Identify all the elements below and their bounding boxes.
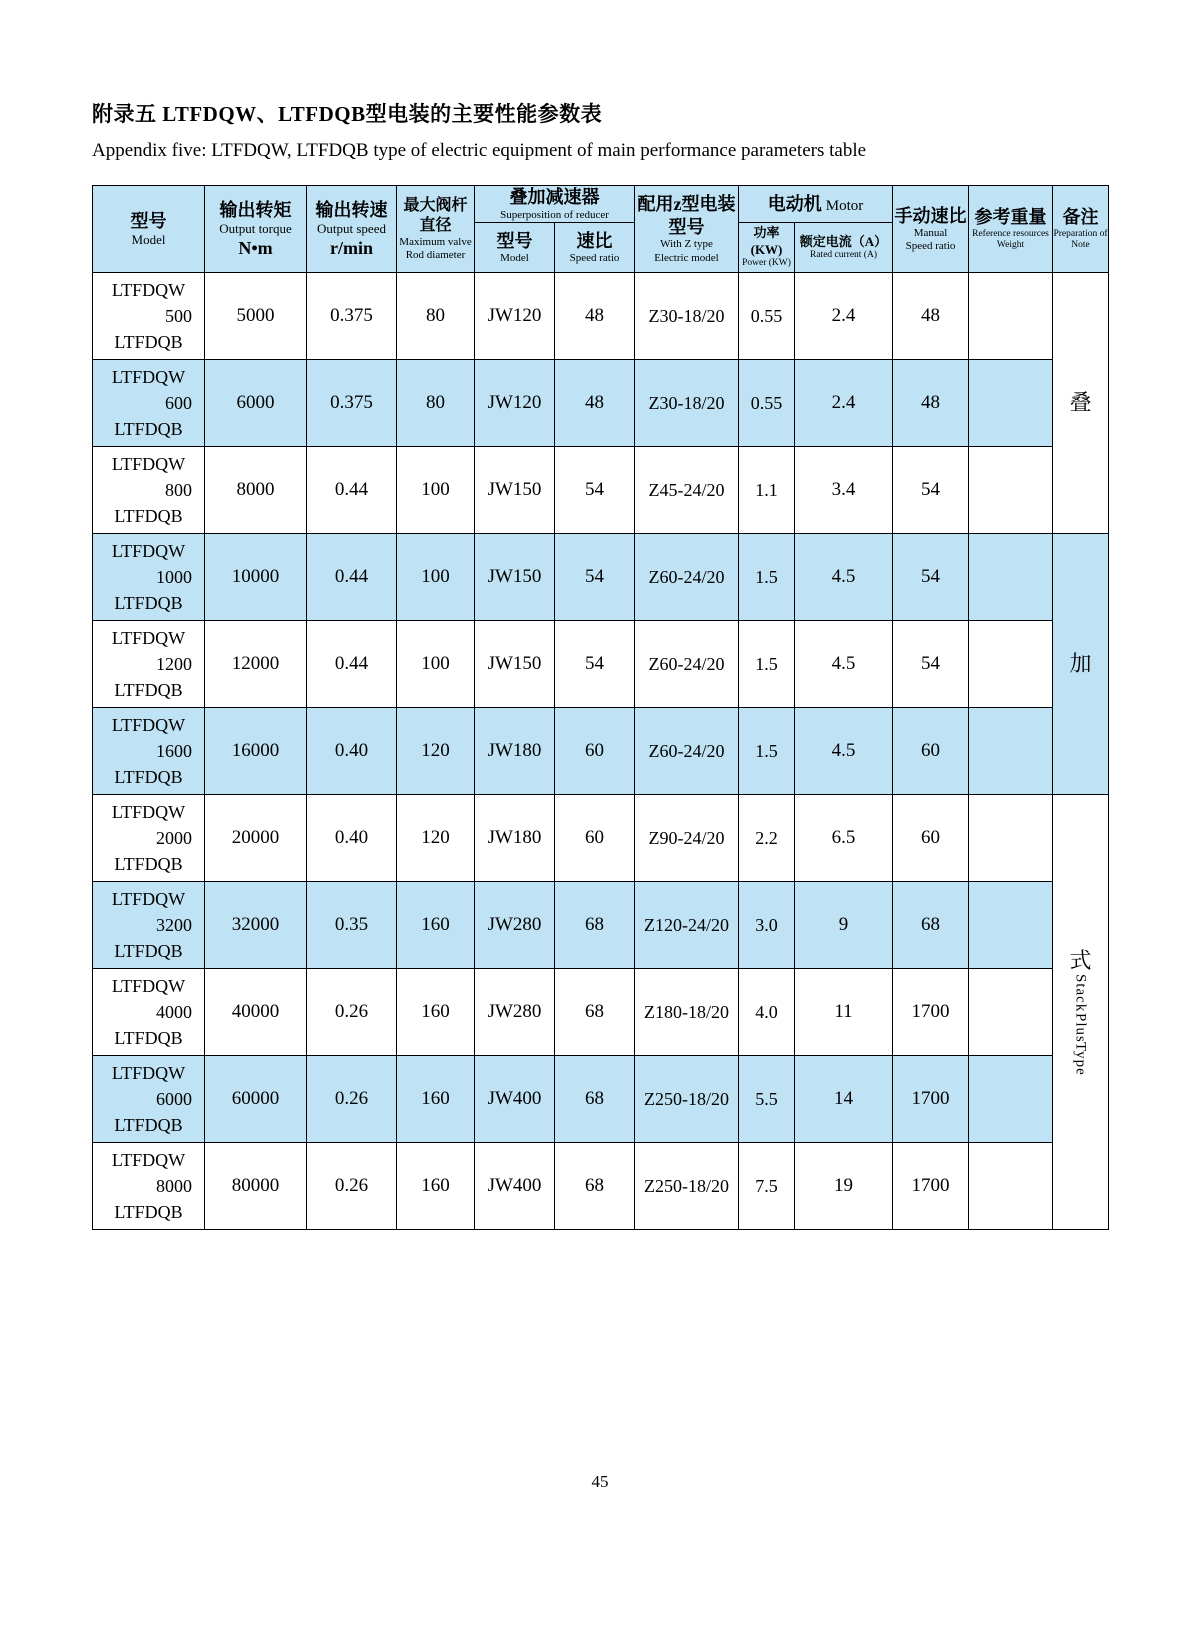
cell-reducer-model: JW180 [475,795,555,882]
cell-reducer-ratio: 68 [555,882,635,969]
cell-power: 7.5 [739,1143,795,1230]
header-model-en: Model [131,232,166,248]
cell-output-torque: 20000 [205,795,307,882]
table-row [93,795,1109,882]
cell-current: 4.5 [795,708,893,795]
header-current-en: Rated current (A) [810,249,877,260]
header-max-valve-rod-en2: Rod diameter [405,249,466,261]
cell-model [93,273,205,360]
model-bottom: LTFDQB [114,1202,183,1223]
cell-reducer-ratio: 54 [555,534,635,621]
model-number: 800 [165,479,192,500]
header-max-valve-rod-en1: Maximum valve [399,235,472,248]
cell-reducer-ratio: 54 [555,621,635,708]
cell-reducer-model: JW280 [475,969,555,1056]
cell-manual-ratio: 1700 [893,1143,969,1230]
cell-rod-diameter: 160 [397,882,475,969]
table-row [93,534,1109,621]
cell-output-torque: 8000 [205,447,307,534]
cell-output-torque: 16000 [205,708,307,795]
cell-note-plus-cn [1053,534,1109,795]
table-row [93,273,1109,360]
cell-reducer-ratio: 48 [555,273,635,360]
header-max-valve-rod-cn: 最大阀杆直径 [403,196,468,234]
cell-current: 19 [795,1143,893,1230]
model-bottom: LTFDQB [114,1115,183,1136]
cell-weight [969,969,1053,1056]
page-number: 45 [591,1472,609,1491]
cell-output-speed: 0.375 [307,360,397,447]
header-reducer-group [475,186,635,223]
header-reducer-model [475,222,555,272]
cell-power: 1.5 [739,621,795,708]
cell-weight [969,534,1053,621]
cell-model [93,969,205,1056]
model-number: 1600 [156,740,192,761]
cell-weight [969,882,1053,969]
cell-rod-diameter: 100 [397,447,475,534]
model-number: 3200 [156,914,192,935]
model-number: 1000 [156,566,192,587]
cell-current: 4.5 [795,534,893,621]
header-note [1053,186,1109,273]
header-reference-weight [969,186,1053,273]
model-number: 4000 [156,1001,192,1022]
cell-power: 0.55 [739,273,795,360]
cell-weight [969,447,1053,534]
cell-weight [969,708,1053,795]
cell-rod-diameter: 120 [397,708,475,795]
header-power-cn: 功率(KW) [750,225,783,257]
note-char-1: 叠 [1069,389,1092,415]
model-bottom: LTFDQB [114,941,183,962]
header-model [93,186,205,273]
cell-z-model: Z60-24/20 [635,621,739,708]
model-bottom: LTFDQB [114,854,183,875]
model-number: 600 [165,392,192,413]
note-stack [1053,948,1108,1076]
cell-z-model: Z180-18/20 [635,969,739,1056]
cell-output-speed: 0.40 [307,795,397,882]
cell-rod-diameter: 100 [397,621,475,708]
model-top: LTFDQW [111,975,186,996]
cell-output-speed: 0.26 [307,1056,397,1143]
cell-output-torque: 60000 [205,1056,307,1143]
header-note-cn: 备注 [1062,207,1099,228]
cell-weight [969,360,1053,447]
cell-rod-diameter: 160 [397,1143,475,1230]
cell-rod-diameter: 80 [397,360,475,447]
cell-manual-ratio: 54 [893,447,969,534]
model-number: 2000 [156,827,192,848]
header-current-cn: 额定电流（A） [799,233,888,249]
model-top: LTFDQW [111,1062,186,1083]
cell-power: 4.0 [739,969,795,1056]
cell-reducer-model: JW150 [475,447,555,534]
note-word-3: Type [1072,1042,1089,1077]
header-manual-cn: 手动速比 [894,205,967,226]
header-weight-cn: 参考重量 [974,207,1047,228]
cell-power: 1.5 [739,534,795,621]
header-z-type-cn: 配用z型电装型号 [637,194,736,237]
header-z-type-en2: Electric model [654,251,719,264]
cell-z-model: Z120-24/20 [635,882,739,969]
note-word-1: Stack [1072,974,1089,1013]
cell-manual-ratio: 60 [893,708,969,795]
model-top: LTFDQW [111,279,186,300]
cell-reducer-model: JW400 [475,1143,555,1230]
cell-model [93,795,205,882]
model-bottom: LTFDQB [114,332,183,353]
table-body [93,273,1109,1230]
cell-output-torque: 40000 [205,969,307,1056]
cell-output-torque: 6000 [205,360,307,447]
cell-z-model: Z45-24/20 [635,447,739,534]
cell-reducer-ratio: 48 [555,360,635,447]
header-note-en: Preparation of Note [1053,228,1108,251]
header-output-torque [205,186,307,273]
cell-reducer-model: JW120 [475,273,555,360]
cell-power: 1.5 [739,708,795,795]
cell-output-speed: 0.44 [307,447,397,534]
cell-note-stack-cn [1053,273,1109,534]
page-title-cn: 附录五 LTFDQW、LTFDQB型电装的主要性能参数表 [92,102,603,126]
cell-reducer-model: JW150 [475,534,555,621]
model-number: 8000 [156,1175,192,1196]
cell-z-model: Z60-24/20 [635,708,739,795]
model-top: LTFDQW [111,453,186,474]
header-reducer-model-cn: 型号 [496,230,533,251]
cell-manual-ratio: 48 [893,273,969,360]
model-bottom: LTFDQB [114,680,183,701]
cell-z-model: Z60-24/20 [635,534,739,621]
cell-output-speed: 0.44 [307,534,397,621]
cell-model [93,534,205,621]
table-row [93,360,1109,447]
cell-model [93,621,205,708]
model-number: 500 [165,305,192,326]
cell-output-speed: 0.35 [307,882,397,969]
cell-output-speed: 0.26 [307,969,397,1056]
cell-model [93,447,205,534]
cell-model [93,882,205,969]
cell-z-model: Z30-18/20 [635,360,739,447]
cell-weight [969,1143,1053,1230]
model-top: LTFDQW [111,888,186,909]
note-char-2: 加 [1069,650,1092,676]
cell-reducer-model: JW150 [475,621,555,708]
cell-output-torque: 32000 [205,882,307,969]
header-reducer-group-en: Superposition of reducer [500,208,609,221]
cell-current: 2.4 [795,360,893,447]
table-header [93,186,1109,273]
model-top: LTFDQW [111,627,186,648]
cell-weight [969,273,1053,360]
header-motor-en: Motor [825,197,864,214]
model-top: LTFDQW [111,540,186,561]
cell-current: 11 [795,969,893,1056]
table-row [93,447,1109,534]
cell-manual-ratio: 48 [893,360,969,447]
model-bottom: LTFDQB [114,419,183,440]
header-motor-group [739,186,893,223]
header-output-torque-en: Output torque [219,221,292,237]
cell-reducer-model: JW120 [475,360,555,447]
note-word-2: Plus [1072,1012,1089,1043]
header-z-type-en1: With Z type [660,238,713,251]
cell-z-model: Z250-18/20 [635,1056,739,1143]
cell-model [93,360,205,447]
cell-power: 0.55 [739,360,795,447]
model-number: 6000 [156,1088,192,1109]
cell-current: 3.4 [795,447,893,534]
cell-reducer-ratio: 60 [555,795,635,882]
cell-rod-diameter: 100 [397,534,475,621]
cell-reducer-ratio: 54 [555,447,635,534]
cell-rod-diameter: 120 [397,795,475,882]
cell-manual-ratio: 1700 [893,1056,969,1143]
cell-manual-ratio: 68 [893,882,969,969]
header-output-speed-cn: 输出转速 [315,199,388,220]
header-motor-power [739,222,795,272]
cell-reducer-ratio: 68 [555,969,635,1056]
header-reducer-model-en: Model [500,252,529,265]
header-reducer-group-cn: 叠加减速器 [509,187,600,208]
header-manual-en2: Speed ratio [905,240,956,253]
model-top: LTFDQW [111,801,186,822]
cell-current: 2.4 [795,273,893,360]
cell-z-model: Z90-24/20 [635,795,739,882]
header-motor-cn: 电动机 [767,193,822,214]
performance-parameters-table [92,185,1109,1230]
cell-rod-diameter: 160 [397,1056,475,1143]
cell-output-torque: 12000 [205,621,307,708]
cell-manual-ratio: 60 [893,795,969,882]
cell-note-type [1053,795,1109,1230]
cell-power: 5.5 [739,1056,795,1143]
header-reducer-ratio-en: Speed ratio [569,252,620,265]
table-row [93,621,1109,708]
header-z-type-model [635,186,739,273]
cell-weight [969,621,1053,708]
header-output-torque-cn: 输出转矩 [219,199,292,220]
header-output-torque-unit: N•m [238,237,273,258]
table-row [93,969,1109,1056]
header-reducer-ratio-cn: 速比 [576,230,613,251]
header-output-speed-unit: r/min [330,237,373,258]
header-manual-speed-ratio [893,186,969,273]
table-row [93,1143,1109,1230]
header-model-cn: 型号 [130,210,167,231]
cell-model [93,1056,205,1143]
cell-output-torque: 10000 [205,534,307,621]
cell-reducer-model: JW180 [475,708,555,795]
cell-manual-ratio: 54 [893,621,969,708]
cell-output-speed: 0.375 [307,273,397,360]
header-motor-current [795,222,893,272]
header-reducer-ratio [555,222,635,272]
model-number: 1200 [156,653,192,674]
cell-model [93,708,205,795]
model-bottom: LTFDQB [114,506,183,527]
page-title-en: Appendix five: LTFDQW, LTFDQB type of electric equipment of main performance parameters table [92,140,867,161]
note-char-3: 式 [1069,947,1092,973]
cell-model [93,1143,205,1230]
header-power-en: Power (KW) [742,257,791,268]
header-max-valve-rod-diameter [397,186,475,273]
cell-reducer-ratio: 68 [555,1056,635,1143]
cell-reducer-ratio: 68 [555,1143,635,1230]
cell-reducer-model: JW400 [475,1056,555,1143]
cell-rod-diameter: 160 [397,969,475,1056]
model-top: LTFDQW [111,1149,186,1170]
table-row [93,1056,1109,1143]
cell-z-model: Z250-18/20 [635,1143,739,1230]
cell-z-model: Z30-18/20 [635,273,739,360]
cell-power: 1.1 [739,447,795,534]
model-bottom: LTFDQB [114,1028,183,1049]
cell-output-speed: 0.40 [307,708,397,795]
model-bottom: LTFDQB [114,593,183,614]
cell-reducer-model: JW280 [475,882,555,969]
table-row [93,882,1109,969]
cell-power: 2.2 [739,795,795,882]
cell-current: 14 [795,1056,893,1143]
model-bottom: LTFDQB [114,767,183,788]
cell-output-torque: 80000 [205,1143,307,1230]
cell-output-speed: 0.26 [307,1143,397,1230]
cell-rod-diameter: 80 [397,273,475,360]
cell-manual-ratio: 54 [893,534,969,621]
header-output-speed [307,186,397,273]
cell-output-speed: 0.44 [307,621,397,708]
model-top: LTFDQW [111,714,186,735]
cell-reducer-ratio: 60 [555,708,635,795]
table-row [93,708,1109,795]
header-manual-en1: Manual [913,227,948,240]
cell-weight [969,795,1053,882]
cell-weight [969,1056,1053,1143]
cell-manual-ratio: 1700 [893,969,969,1056]
cell-current: 9 [795,882,893,969]
cell-current: 6.5 [795,795,893,882]
header-output-speed-en: Output speed [317,221,386,237]
cell-power: 3.0 [739,882,795,969]
cell-current: 4.5 [795,621,893,708]
header-weight-en: Reference resources Weight [972,228,1049,251]
cell-output-torque: 5000 [205,273,307,360]
model-top: LTFDQW [111,366,186,387]
